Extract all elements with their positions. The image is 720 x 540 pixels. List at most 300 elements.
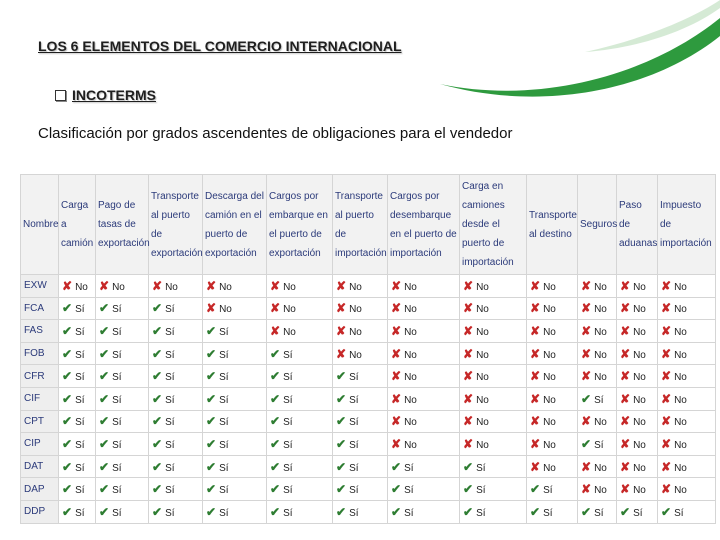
cross-mark-icon: ✘ xyxy=(581,323,592,338)
table-cell xyxy=(617,455,658,478)
table-cell xyxy=(149,320,203,343)
table-cell xyxy=(460,342,527,365)
table-cell xyxy=(460,387,527,410)
check-mark-icon: ✔ xyxy=(270,369,281,384)
table-cell xyxy=(578,410,617,433)
column-header: Impuesto de importación xyxy=(658,175,716,275)
table-cell xyxy=(59,455,96,478)
column-header: Pago de tasas de exportación xyxy=(96,175,149,275)
column-header: Seguros xyxy=(578,175,617,275)
check-mark-icon: ✔ xyxy=(206,323,217,338)
table-cell xyxy=(333,365,388,388)
check-mark-icon: ✔ xyxy=(99,346,110,361)
table-cell xyxy=(658,478,716,501)
cell-value: No xyxy=(219,281,232,293)
cell-value: No xyxy=(633,304,646,316)
cross-mark-icon: ✘ xyxy=(463,278,474,293)
table-cell xyxy=(96,455,149,478)
check-mark-icon: ✔ xyxy=(62,323,73,338)
cell-value: Sí xyxy=(219,485,229,497)
check-mark-icon: ✔ xyxy=(206,482,217,497)
cross-mark-icon: ✘ xyxy=(581,301,592,316)
table-cell xyxy=(460,275,527,298)
cell-value: Sí xyxy=(476,462,486,474)
cell-value: No xyxy=(476,439,489,451)
table-cell xyxy=(203,365,267,388)
incoterm-name: FAS xyxy=(21,320,59,343)
table-cell xyxy=(267,387,333,410)
table-cell xyxy=(527,410,578,433)
check-mark-icon: ✔ xyxy=(206,504,217,519)
table-cell xyxy=(460,478,527,501)
check-mark-icon: ✔ xyxy=(62,459,73,474)
cell-value: Sí xyxy=(75,372,85,384)
cell-value: No xyxy=(404,304,417,316)
cell-value: Sí xyxy=(633,507,643,519)
cell-value: Sí xyxy=(219,326,229,338)
table-cell xyxy=(388,275,460,298)
cross-mark-icon: ✘ xyxy=(530,323,541,338)
cell-value: Sí xyxy=(165,349,175,361)
table-cell xyxy=(203,297,267,320)
table-cell xyxy=(149,500,203,523)
table-cell xyxy=(149,455,203,478)
cell-value: No xyxy=(674,281,687,293)
table-cell xyxy=(388,342,460,365)
check-mark-icon: ✔ xyxy=(206,391,217,406)
cell-value: Sí xyxy=(75,304,85,316)
cross-mark-icon: ✘ xyxy=(463,414,474,429)
cell-value: No xyxy=(633,417,646,429)
table-cell xyxy=(59,500,96,523)
check-mark-icon: ✔ xyxy=(270,436,281,451)
cell-value: Sí xyxy=(349,462,359,474)
cell-value: No xyxy=(476,394,489,406)
cross-mark-icon: ✘ xyxy=(530,278,541,293)
column-header: Transporte al destino xyxy=(527,175,578,275)
table-cell xyxy=(578,342,617,365)
table-cell xyxy=(460,410,527,433)
cell-value: No xyxy=(633,462,646,474)
cell-value: Sí xyxy=(75,439,85,451)
table-cell xyxy=(96,320,149,343)
cell-value: Sí xyxy=(112,507,122,519)
table-cell xyxy=(527,433,578,456)
bullet-label: INCOTERMS xyxy=(72,87,156,103)
table-cell xyxy=(267,297,333,320)
cross-mark-icon: ✘ xyxy=(661,323,672,338)
cross-mark-icon: ✘ xyxy=(661,391,672,406)
table-cell xyxy=(59,275,96,298)
cell-value: No xyxy=(594,372,607,384)
cell-value: Sí xyxy=(112,485,122,497)
check-mark-icon: ✔ xyxy=(62,391,73,406)
check-mark-icon: ✔ xyxy=(336,369,347,384)
table-cell xyxy=(617,410,658,433)
table-cell xyxy=(578,320,617,343)
check-mark-icon: ✔ xyxy=(62,504,73,519)
cell-value: No xyxy=(594,281,607,293)
cell-value: Sí xyxy=(165,439,175,451)
cross-mark-icon: ✘ xyxy=(530,459,541,474)
cell-value: No xyxy=(404,326,417,338)
table-body xyxy=(21,275,716,524)
cross-mark-icon: ✘ xyxy=(620,414,631,429)
table-row xyxy=(21,275,716,298)
check-mark-icon: ✔ xyxy=(206,414,217,429)
cross-mark-icon: ✘ xyxy=(336,323,347,338)
cell-value: No xyxy=(404,349,417,361)
cell-value: No xyxy=(633,281,646,293)
table-row xyxy=(21,342,716,365)
cross-mark-icon: ✘ xyxy=(336,301,347,316)
table-cell xyxy=(578,455,617,478)
cell-value: No xyxy=(594,304,607,316)
table-cell xyxy=(149,433,203,456)
table-cell xyxy=(203,410,267,433)
cell-value: No xyxy=(543,462,556,474)
cross-mark-icon: ✘ xyxy=(270,301,281,316)
table-cell xyxy=(59,387,96,410)
table-row xyxy=(21,387,716,410)
cross-mark-icon: ✘ xyxy=(391,346,402,361)
table-cell xyxy=(578,365,617,388)
column-header: Carga a camión xyxy=(59,175,96,275)
table-cell xyxy=(617,433,658,456)
check-mark-icon: ✔ xyxy=(391,504,402,519)
cell-value: Sí xyxy=(543,485,553,497)
table-cell xyxy=(460,433,527,456)
cross-mark-icon: ✘ xyxy=(581,482,592,497)
slide-title: LOS 6 ELEMENTOS DEL COMERCIO INTERNACIONAL xyxy=(38,38,402,54)
cell-value: Sí xyxy=(165,462,175,474)
cell-value: No xyxy=(404,439,417,451)
cell-value: Sí xyxy=(219,349,229,361)
table-cell xyxy=(59,320,96,343)
check-mark-icon: ✔ xyxy=(99,369,110,384)
cross-mark-icon: ✘ xyxy=(620,391,631,406)
cross-mark-icon: ✘ xyxy=(620,482,631,497)
table-cell xyxy=(333,342,388,365)
check-mark-icon: ✔ xyxy=(62,301,73,316)
table-cell xyxy=(617,500,658,523)
cell-value: Sí xyxy=(75,485,85,497)
table-cell xyxy=(460,365,527,388)
table-cell xyxy=(658,275,716,298)
table-cell xyxy=(149,478,203,501)
cell-value: No xyxy=(404,394,417,406)
cell-value: Sí xyxy=(283,462,293,474)
table-cell xyxy=(658,387,716,410)
table-cell xyxy=(617,275,658,298)
cell-value: Sí xyxy=(219,394,229,406)
incoterm-name: CPT xyxy=(21,410,59,433)
table-cell xyxy=(388,433,460,456)
table-cell xyxy=(96,410,149,433)
check-mark-icon: ✔ xyxy=(152,346,163,361)
table-cell xyxy=(96,387,149,410)
cross-mark-icon: ✘ xyxy=(530,369,541,384)
table-cell xyxy=(388,320,460,343)
table-cell xyxy=(388,410,460,433)
cell-value: Sí xyxy=(476,507,486,519)
table-cell xyxy=(333,320,388,343)
bullet-incoterms xyxy=(55,87,156,103)
check-mark-icon: ✔ xyxy=(206,436,217,451)
table-cell xyxy=(388,297,460,320)
table-cell xyxy=(617,297,658,320)
table-cell xyxy=(658,455,716,478)
check-mark-icon: ✔ xyxy=(336,459,347,474)
table-cell xyxy=(149,410,203,433)
cross-mark-icon: ✘ xyxy=(581,459,592,474)
cell-value: No xyxy=(476,304,489,316)
cross-mark-icon: ✘ xyxy=(620,301,631,316)
cell-value: Sí xyxy=(404,462,414,474)
cell-value: No xyxy=(283,326,296,338)
table-cell xyxy=(578,297,617,320)
cell-value: No xyxy=(75,281,88,293)
cell-value: No xyxy=(633,349,646,361)
cross-mark-icon: ✘ xyxy=(463,391,474,406)
cross-mark-icon: ✘ xyxy=(336,346,347,361)
cell-value: No xyxy=(219,304,232,316)
check-mark-icon: ✔ xyxy=(463,504,474,519)
check-mark-icon: ✔ xyxy=(336,391,347,406)
table-cell xyxy=(578,275,617,298)
table-cell xyxy=(658,342,716,365)
cell-value: Sí xyxy=(283,485,293,497)
table-cell xyxy=(460,500,527,523)
incoterm-name: CFR xyxy=(21,365,59,388)
cell-value: No xyxy=(674,349,687,361)
cell-value: No xyxy=(476,417,489,429)
check-mark-icon: ✔ xyxy=(661,504,672,519)
cell-value: Sí xyxy=(349,485,359,497)
cell-value: Sí xyxy=(349,439,359,451)
table-cell xyxy=(149,297,203,320)
table-cell xyxy=(267,410,333,433)
cross-mark-icon: ✘ xyxy=(661,278,672,293)
check-mark-icon: ✔ xyxy=(62,369,73,384)
cross-mark-icon: ✘ xyxy=(530,346,541,361)
cell-value: No xyxy=(349,349,362,361)
cell-value: Sí xyxy=(112,394,122,406)
cell-value: No xyxy=(543,439,556,451)
cell-value: Sí xyxy=(349,507,359,519)
incoterm-name: DAT xyxy=(21,455,59,478)
check-mark-icon: ✔ xyxy=(152,504,163,519)
table-cell xyxy=(617,365,658,388)
cell-value: No xyxy=(283,304,296,316)
table-row xyxy=(21,410,716,433)
cell-value: No xyxy=(594,326,607,338)
cell-value: Sí xyxy=(75,326,85,338)
table-cell xyxy=(527,297,578,320)
table-cell xyxy=(149,342,203,365)
cell-value: No xyxy=(112,281,125,293)
check-mark-icon: ✔ xyxy=(99,301,110,316)
check-mark-icon: ✔ xyxy=(206,369,217,384)
cross-mark-icon: ✘ xyxy=(206,278,217,293)
check-mark-icon: ✔ xyxy=(62,482,73,497)
column-header: Nombre xyxy=(21,175,59,275)
table-cell xyxy=(149,275,203,298)
cell-value: No xyxy=(633,372,646,384)
check-mark-icon: ✔ xyxy=(270,482,281,497)
cell-value: No xyxy=(633,439,646,451)
check-mark-icon: ✔ xyxy=(391,459,402,474)
table-cell xyxy=(267,433,333,456)
check-mark-icon: ✔ xyxy=(62,414,73,429)
cell-value: No xyxy=(543,281,556,293)
cross-mark-icon: ✘ xyxy=(620,346,631,361)
cross-mark-icon: ✘ xyxy=(581,414,592,429)
cross-mark-icon: ✘ xyxy=(463,323,474,338)
cell-value: Sí xyxy=(594,507,604,519)
table-row xyxy=(21,320,716,343)
cell-value: Sí xyxy=(543,507,553,519)
cell-value: Sí xyxy=(404,507,414,519)
table-cell xyxy=(333,455,388,478)
table-cell xyxy=(527,365,578,388)
cell-value: No xyxy=(404,372,417,384)
table-cell xyxy=(96,365,149,388)
table-cell xyxy=(527,275,578,298)
cell-value: No xyxy=(283,281,296,293)
cell-value: No xyxy=(594,417,607,429)
check-mark-icon: ✔ xyxy=(152,482,163,497)
incoterm-name: FCA xyxy=(21,297,59,320)
cell-value: Sí xyxy=(112,439,122,451)
cross-mark-icon: ✘ xyxy=(661,369,672,384)
cell-value: No xyxy=(594,485,607,497)
cell-value: Sí xyxy=(283,439,293,451)
check-mark-icon: ✔ xyxy=(270,504,281,519)
cell-value: Sí xyxy=(219,372,229,384)
table-cell xyxy=(96,433,149,456)
check-mark-icon: ✔ xyxy=(336,414,347,429)
cell-value: Sí xyxy=(219,439,229,451)
cell-value: Sí xyxy=(165,507,175,519)
cell-value: Sí xyxy=(349,372,359,384)
cross-mark-icon: ✘ xyxy=(661,459,672,474)
cell-value: Sí xyxy=(165,485,175,497)
table-cell xyxy=(388,500,460,523)
cell-value: Sí xyxy=(75,507,85,519)
table-cell xyxy=(388,478,460,501)
table-cell xyxy=(527,387,578,410)
column-header: Cargos por embarque en el puerto de exportación xyxy=(267,175,333,275)
check-mark-icon: ✔ xyxy=(152,436,163,451)
cell-value: No xyxy=(633,326,646,338)
cross-mark-icon: ✘ xyxy=(530,414,541,429)
cell-value: No xyxy=(476,372,489,384)
cell-value: No xyxy=(543,304,556,316)
table-row xyxy=(21,365,716,388)
cell-value: No xyxy=(404,281,417,293)
check-mark-icon: ✔ xyxy=(336,436,347,451)
cross-mark-icon: ✘ xyxy=(530,301,541,316)
table-cell xyxy=(527,455,578,478)
cell-value: No xyxy=(674,417,687,429)
cross-mark-icon: ✘ xyxy=(391,436,402,451)
cross-mark-icon: ✘ xyxy=(661,482,672,497)
cross-mark-icon: ✘ xyxy=(661,414,672,429)
table-cell xyxy=(388,455,460,478)
table-cell xyxy=(203,455,267,478)
cross-mark-icon: ✘ xyxy=(391,301,402,316)
table-cell xyxy=(658,365,716,388)
check-mark-icon: ✔ xyxy=(270,391,281,406)
cell-value: Sí xyxy=(283,349,293,361)
column-header: Transporte al puerto de exportación xyxy=(149,175,203,275)
cell-value: No xyxy=(476,326,489,338)
table-cell xyxy=(658,297,716,320)
cell-value: Sí xyxy=(349,417,359,429)
cross-mark-icon: ✘ xyxy=(581,278,592,293)
cell-value: Sí xyxy=(165,372,175,384)
cell-value: No xyxy=(349,326,362,338)
cell-value: No xyxy=(543,372,556,384)
table-cell xyxy=(578,500,617,523)
table-cell xyxy=(267,275,333,298)
cross-mark-icon: ✘ xyxy=(152,278,163,293)
table-cell xyxy=(59,297,96,320)
check-mark-icon: ✔ xyxy=(152,391,163,406)
table-cell xyxy=(527,320,578,343)
table-cell xyxy=(203,478,267,501)
table-cell xyxy=(267,342,333,365)
table-cell xyxy=(460,297,527,320)
check-mark-icon: ✔ xyxy=(99,459,110,474)
table-row xyxy=(21,478,716,501)
incoterm-name: FOB xyxy=(21,342,59,365)
check-mark-icon: ✔ xyxy=(152,369,163,384)
column-header: Carga en camiones desde el puerto de importación xyxy=(460,175,527,275)
table-cell xyxy=(203,387,267,410)
cross-mark-icon: ✘ xyxy=(620,278,631,293)
check-mark-icon: ✔ xyxy=(152,323,163,338)
table-cell xyxy=(617,478,658,501)
cell-value: Sí xyxy=(283,372,293,384)
cell-value: No xyxy=(543,349,556,361)
cross-mark-icon: ✘ xyxy=(581,369,592,384)
cell-value: Sí xyxy=(349,394,359,406)
cross-mark-icon: ✘ xyxy=(620,459,631,474)
cross-mark-icon: ✘ xyxy=(391,323,402,338)
cell-value: No xyxy=(674,485,687,497)
check-mark-icon: ✔ xyxy=(463,482,474,497)
cross-mark-icon: ✘ xyxy=(391,414,402,429)
cell-value: Sí xyxy=(594,394,604,406)
incoterm-name: DDP xyxy=(21,500,59,523)
cross-mark-icon: ✘ xyxy=(336,278,347,293)
check-mark-icon: ✔ xyxy=(206,459,217,474)
cell-value: Sí xyxy=(219,417,229,429)
check-mark-icon: ✔ xyxy=(581,504,592,519)
check-mark-icon: ✔ xyxy=(530,482,541,497)
cell-value: No xyxy=(404,417,417,429)
check-mark-icon: ✔ xyxy=(99,323,110,338)
table-cell xyxy=(333,297,388,320)
cell-value: Sí xyxy=(404,485,414,497)
table-cell xyxy=(59,433,96,456)
cell-value: No xyxy=(674,326,687,338)
check-mark-icon: ✔ xyxy=(336,482,347,497)
table-cell xyxy=(617,387,658,410)
table-cell xyxy=(578,478,617,501)
